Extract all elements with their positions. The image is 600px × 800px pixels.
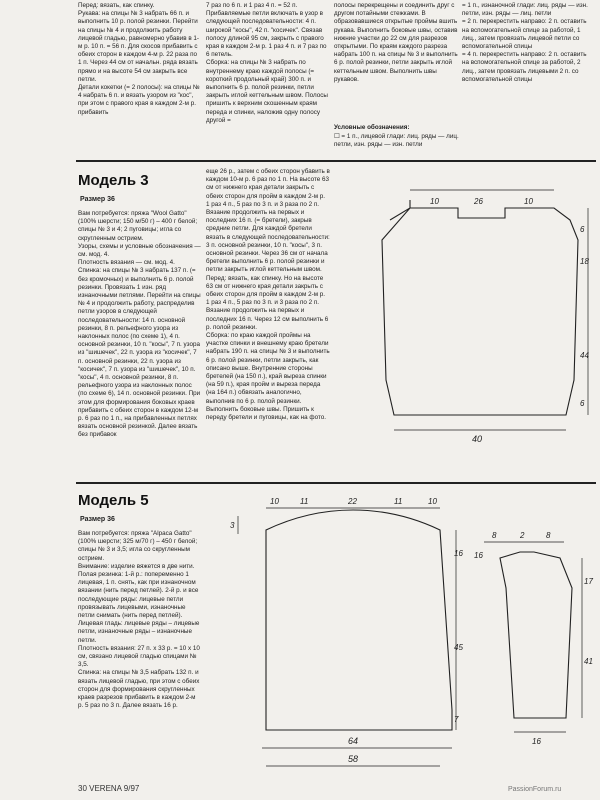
top-col-3: полосы перекрещены и соединить друг с другом потайными стежками. В образовавшиеся открытые проймы вшить рукава. Выполнить боковые швы, оставив нижние участки до 22 см для разрезов открытыми. По краям каждого разреза набрать 100 п. на спицы № 3 и выполнить 6 р. полой резинки, петли закрыть иглой кеттельным швом. Выполнить швы рукавов. [334, 2, 458, 83]
dim-right-bot: 6 [580, 399, 585, 408]
model5-sleeve-diagram [470, 528, 596, 748]
top-col-4: = 1 п., изнаночной глади: лиц. ряды — изн. петли, изн. ряды — лиц. петли = 2 п. перекрестить направо: 2 п. оставить на вспомогательной спице за работой, 1 лиц., затем провязать лицевой петли со вспомогательной спицы = 4 п. перекрестить направо: 2 п. оставить на вспомогательной спице за работой, 2 лиц., затем провязать лицевыми 2 п. со вспомогательной спицы [462, 2, 588, 83]
dim-right-top: 6 [580, 225, 585, 234]
d3-bottom: 16 [532, 737, 541, 746]
d3-r1: 17 [584, 577, 593, 586]
d2-t3: 22 [348, 497, 357, 506]
d3-t1: 8 [492, 531, 497, 540]
page-footer: 30 VERENA 9/97 [78, 784, 140, 793]
dim-top-left: 10 [430, 197, 439, 206]
legend-item-1: ☐ = 1 п., лицевой глади: лиц. ряды — лиц. петли, изн. ряды — изн. петли [334, 133, 459, 149]
dim-bottom: 40 [472, 434, 483, 444]
d2-left: 3 [230, 521, 235, 530]
model5-col-1: Вам потребуется: пряжа "Alpaca Gatto" (100% шерсти; 325 м/70 г) – 450 г белой; спицы № 3 и 3,5; игла со скругленным острием. Внимание: изделие вяжется в две нити. Полая резинка: 1-й р.: попеременно 1 лицевая, 1 п. снять, как при изнаночном вязании (нить перед петлей). 2-й р. и все последующие ряды: лицевые петли провязывать лицевыми, изнаночные петли снимать (нить перед петлей). Лицевая гладь: лицевые ряды – лицевые петли, изнаночные ряды – изнаночные петли. Плотность вязания: 27 п. x 33 р. = 10 x 10 см, связано лицевой гладью спицами № 3,5. Спинка: на спицы № 3,5 набрать 132 п. и вязать лицевой гладью, при этом с обеих сторон для формирования скругленных краев разрезов прибавить в каждом 2-м р. 5 раз по 3 п. Далее вязать 16 р. [78, 530, 200, 710]
model5-back-right-dims [452, 530, 472, 770]
dim-right-mid1: 18 [580, 257, 589, 266]
d3-t3: 8 [546, 531, 551, 540]
d2-t5: 10 [428, 497, 437, 506]
d3-left: 16 [474, 551, 483, 560]
d2-r1: 16 [454, 549, 463, 558]
model5-size: Размер 36 [80, 516, 115, 523]
top-col-2: 7 раз по 6 п. и 1 раз 4 п. = 52 п. Прибавляемые петли включать в узор в следующей последовательности: 4 п. широкой "косы", 42 п. "косичек". Связав полосу длиной 95 см, закрыть с правого края в каждом 2-м р. 1 раз 4 п. и 7 раз по 6 петель. Сборка: на спицы № 3 набрать по внутреннему краю каждой полосы (= короткий продольный край) 300 п. и выполнить 6 р. полой резинки, петли закрыть иглой кеттельным швом. Полосы пришить к верхним скошенным краям переда и спинки, наложив одну полосу другой = [206, 2, 328, 124]
d2-r3: 7 [454, 715, 459, 724]
divider-1 [76, 160, 596, 162]
d3-r2: 41 [584, 657, 593, 666]
d2-t2: 11 [300, 497, 309, 506]
model5-title: Модель 5 [78, 492, 149, 509]
top-col-1: Перед: вязать, как спинку. Рукава: на спицы № 3 набрать 66 п. и выполнить 10 р. полой резинки. Перейти на спицы № 4 и продолжить работу лицевой гладью, равномерно убавив в 1-м р. 10 п. = 56 п. Для скосов прибавить с обеих сторон в каждом 4-м р. 22 раза по 1 п. Через 44 см от начальн. ряда вязать прямо и на высоте 54 см закрыть все петли. Детали кокетки (= 2 полосы): на спицы № 4 набрать 6 п. и вязать узором из "кос", при этом с правого края в каждом 2-м р. прибавить [78, 2, 200, 116]
d2-bottom1: 64 [348, 736, 359, 746]
model3-col-1: Вам потребуется: пряжа "Wool Gatto" (100% шерсти; 150 м/50 г) – 400 г белой; спицы № 3 и 4; 2 пуговицы; игла со скругленным острием. Узоры, схемы и условные обозначения — см. мод. 4. Плотность вязания — см. мод. 4. Спинка: на спицы № 3 набрать 137 п. (= без кромочных) и выполнить 6 р. полой резинки. Провязать 1 изн. ряд изнаночными петлями. Перейти на спицы № 4 и продолжить работу, распределив петли узоров в следующей последовательности: 14 п. основной резинки, 8 п. рельефного узора из наклонных полос (по схеме 1), 4 п. основной резинки, 10 п. "косы", 7 п. узора из "шишечек", 22 п. узора из "косичек", 7 п. основной резинки, 22 п. узора из "косичек", 7 п. узора из "шишечек", 10 п. "косы", 4 п. основной резинки, 8 п. рельефного узора из наклонных полос (по схеме 6), 14 п. основной резинки. При этом для формирования боковых краев прибавить с обеих сторон в каждом 12-м р. 6 раз по 1 п., на прибавленных петлях вязать основной резинкой. Далее вязать без прибавок [78, 210, 201, 439]
dim-top-mid: 26 [474, 197, 483, 206]
d2-r2: 45 [454, 643, 463, 652]
d2-t4: 11 [394, 497, 403, 506]
model3-size: Размер 36 [80, 196, 115, 203]
divider-2 [76, 482, 596, 484]
model5-back-diagram [208, 490, 458, 780]
model3-pattern-diagram [370, 180, 595, 460]
d2-bottom2: 58 [348, 754, 359, 764]
d2-t1: 10 [270, 497, 279, 506]
dim-top-right: 10 [524, 197, 533, 206]
d3-t2: 2 [520, 531, 525, 540]
model3-col-2: еще 26 р., затем с обеих сторон убавить в каждом 10-м р. 6 раз по 1 п. На высоте 63 см от нижнего края детали закрыть с обеих сторон для пройм в каждом 2-м р. 1 раз 4 п., 5 раз по 3 п. и 3 раза по 2 п. Вязание продолжить на первых и последних 16 п. (= бретели), закрыв средние петли. Для каждой бретели вязать в следующей последовательности: 3 п. основной резинки, 10 п. "косы", 3 п. основной резинки. Через 36 см от начала бретели выполнить 6 р. полой резинки и петли закрыть иглой кеттельным швом. Перед: вязать, как спинку. Но на высоте 63 см от нижнего края детали закрыть с обеих сторон для пройм в каждом 2-м р. 1 раз 4 п., 5 раз по 3 п. и 3 раза по 2 п. Вязание продолжить на первых и последних 16 п. Через 12 см выполнить 6 р. полой резинки. Сборка: по краю каждой проймы на участке спинки и внешнему краю бретели набрать 190 п. на спицы № 3 и выполнить 6 р. полой резинки, петли закрыть, как описано выше. Внутренние стороны бретелей (на 150 п.), край выреза спинки (на 59 п.), края пройм и выреза переда (на 164 п.) обвязать аналогично, выполнив по 6 р. полой резинки. Выполнить боковые швы. Пришить к переду бретели и пуговицы, как на фото. [206, 168, 330, 422]
legend-heading: Условные обозначения: [334, 124, 410, 131]
watermark: PassionForum.ru [508, 786, 562, 793]
dim-right-mid2: 44 [580, 351, 589, 360]
model3-title: Модель 3 [78, 172, 149, 189]
